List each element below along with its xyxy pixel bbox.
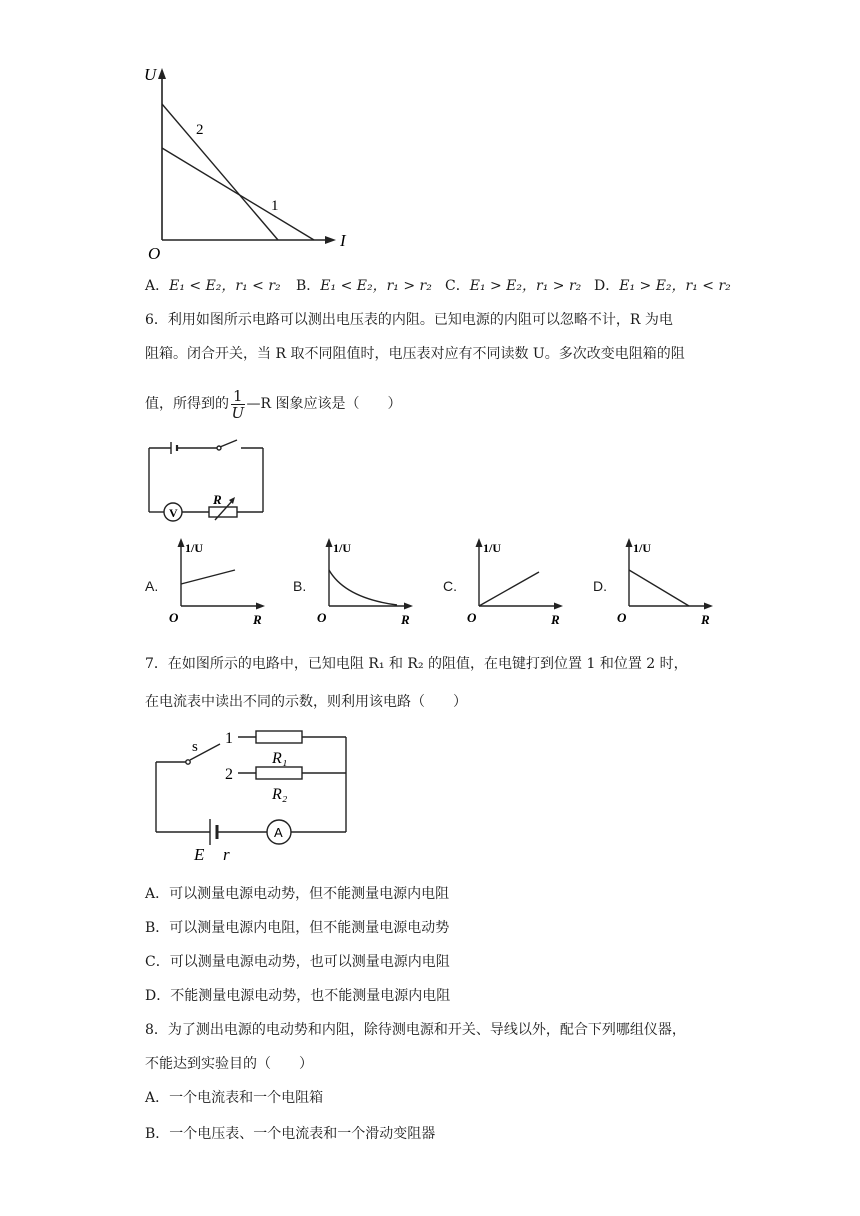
u-axis-label: U — [144, 65, 157, 84]
fraction-numerator: 1 — [233, 386, 243, 405]
q8-stem-line2: 不能达到实验目的（ ） — [145, 1056, 313, 1072]
position-1-label: 1 — [225, 730, 233, 747]
graph-curve — [329, 570, 397, 605]
q6-stem-line3 — [145, 384, 402, 424]
origin-label: O — [169, 610, 179, 625]
q8-stem-line1: 8．为了测出电源的电动势和内阻，除待测电源和开关、导线以外，配合下列哪组仪器， — [145, 1022, 686, 1038]
x-axis-label: R — [551, 612, 560, 627]
option-letter: C. — [443, 578, 457, 594]
q7-option-d[interactable]: D．不能测量电源电动势，也不能测量电源内电阻 — [145, 988, 451, 1004]
graph-a — [167, 534, 287, 629]
option-letter: A. — [145, 578, 159, 594]
q7-option-a[interactable]: A．可以测量电源电动势，但不能测量电源内电阻 — [145, 886, 450, 902]
r2-label: R₂ — [272, 786, 288, 803]
q6-stem-before: 值，所得到的 — [145, 396, 229, 412]
y-axis-arrow — [326, 538, 333, 547]
origin-label: O — [467, 610, 477, 625]
i-axis-arrow — [325, 236, 336, 244]
option-text: E₁ > E₂，r₁ > r₂ — [469, 278, 582, 294]
option-letter: D． — [594, 278, 620, 294]
x-axis-arrow — [256, 603, 265, 610]
graph-c — [465, 534, 585, 629]
q8-option-b[interactable]: B．一个电压表、一个电流表和一个滑动变阻器 — [145, 1126, 436, 1142]
q7-option-b[interactable]: B．可以测量电源内电阻，但不能测量电源电动势 — [145, 920, 450, 936]
q7-option-c[interactable]: C．可以测量电源电动势，也可以测量电源内电阻 — [145, 954, 450, 970]
option-letter: B． — [296, 278, 321, 294]
r1-label: R₁ — [272, 750, 288, 767]
y-axis-arrow — [476, 538, 483, 547]
line-2-label: 2 — [196, 122, 204, 138]
option-letter: B. — [293, 578, 307, 594]
option-letter: C． — [445, 278, 470, 294]
option-letter: D. — [593, 578, 607, 594]
option-text: E₁ > E₂，r₁ < r₂ — [619, 278, 731, 294]
q5-option-c[interactable] — [445, 276, 581, 296]
position-2-label: 2 — [225, 766, 233, 783]
q7-stem-line2: 在电流表中读出不同的示数，则利用该电路（ ） — [145, 694, 467, 710]
origin-label: O — [317, 610, 327, 625]
origin-label: O — [148, 244, 161, 263]
x-axis-label: R — [401, 612, 410, 627]
resistor-label: R — [213, 492, 222, 507]
y-axis-label: 1/U — [633, 541, 651, 555]
origin-label: O — [617, 610, 627, 625]
switch-blade — [220, 440, 237, 447]
x-axis-label: R — [253, 612, 262, 627]
resistor-r1 — [256, 731, 302, 743]
line-2 — [162, 104, 278, 240]
emf-label: E — [194, 845, 205, 864]
fraction-denominator: U — [231, 403, 245, 422]
q5-option-d[interactable] — [594, 276, 731, 296]
x-axis-arrow — [704, 603, 713, 610]
i-axis-label: I — [340, 231, 346, 250]
q6-circuit-diagram — [145, 438, 270, 523]
graph-b — [315, 534, 435, 629]
fraction-1-over-u — [231, 388, 245, 421]
option-text: E₁ < E₂，r₁ > r₂ — [320, 278, 432, 294]
line-1-label: 1 — [271, 198, 279, 214]
u-axis-arrow — [158, 68, 166, 79]
x-axis-arrow — [554, 603, 563, 610]
y-axis-label: 1/U — [333, 541, 351, 555]
q7-stem-line1: 7．在如图所示的电路中，已知电阻 R₁ 和 R₂ 的阻值，在电键打到位置 1 和位置 2 时， — [145, 656, 688, 672]
q5-option-b[interactable] — [296, 276, 432, 296]
voltmeter-label: V — [169, 506, 178, 520]
option-letter: A． — [145, 278, 170, 294]
switch-label: s — [192, 739, 198, 755]
graph-curve — [479, 572, 539, 606]
x-axis-arrow — [404, 603, 413, 610]
q6-stem-after: —R 图象应该是（ ） — [246, 396, 402, 412]
q8-option-a[interactable]: A．一个电流表和一个电阻箱 — [145, 1090, 324, 1106]
option-text: E₁ < E₂，r₁ < r₂ — [169, 278, 281, 294]
ammeter-label: A — [274, 825, 283, 840]
switch-pivot — [186, 760, 190, 764]
graph-d — [615, 534, 735, 629]
resistor-r2 — [256, 767, 302, 779]
internal-resistance-label: r — [223, 845, 230, 864]
graph-curve — [181, 570, 235, 584]
q7-circuit-diagram — [150, 724, 360, 866]
graph-curve — [629, 570, 689, 606]
q6-stem-line2: 阻箱。闭合开关，当 R 取不同阻值时，电压表对应有不同读数 U。多次改变电阻箱的阻 — [145, 346, 685, 362]
x-axis-label: R — [701, 612, 710, 627]
y-axis-label: 1/U — [185, 541, 203, 555]
q5-option-a[interactable] — [145, 276, 281, 296]
y-axis-label: 1/U — [483, 541, 501, 555]
y-axis-arrow — [626, 538, 633, 547]
line-1 — [162, 148, 314, 240]
y-axis-arrow — [178, 538, 185, 547]
q6-stem-line1: 6．利用如图所示电路可以测出电压表的内阻。已知电源的内阻可以忽略不计，R 为电 — [145, 312, 673, 328]
q5-ui-graph — [140, 62, 370, 267]
